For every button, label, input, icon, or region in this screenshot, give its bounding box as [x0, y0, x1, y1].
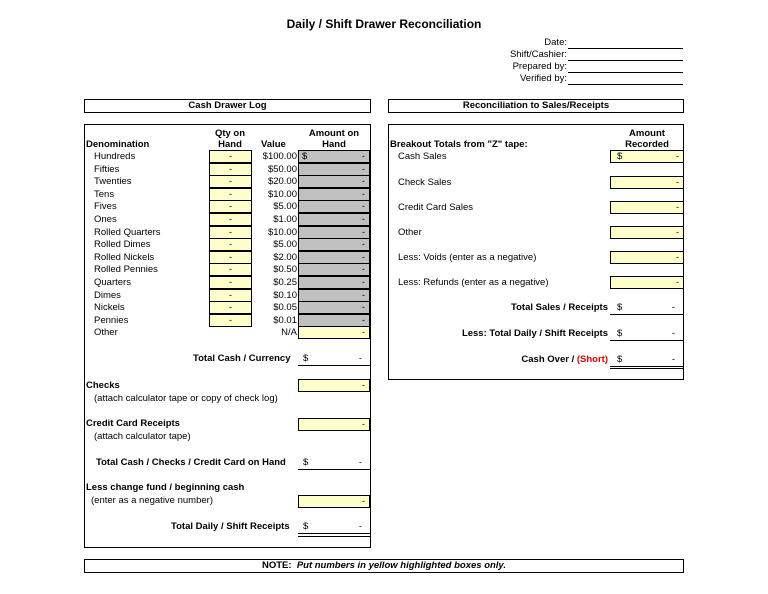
denomination-value: $50.00	[267, 164, 297, 175]
denomination-value: $100.00	[262, 151, 297, 162]
date-field[interactable]	[568, 48, 683, 49]
qty-input[interactable]: -	[209, 175, 252, 188]
denomination-label: Rolled Quarters	[94, 227, 161, 238]
amount-on-hand: -	[298, 213, 370, 226]
denomination-label: Ones	[94, 214, 117, 225]
amount-on-hand: -	[298, 263, 370, 276]
total-cash-underline	[298, 365, 370, 366]
col-amount-line2: Hand	[322, 139, 346, 150]
checks-note: (attach calculator tape or copy of check log)	[94, 393, 278, 404]
denomination-label: Dimes	[94, 290, 121, 301]
amount-on-hand: -	[298, 188, 370, 201]
recon-amount-input[interactable]: -	[610, 150, 684, 163]
total-receipts-label: Total Daily / Shift Receipts	[171, 521, 290, 532]
denomination-label: Rolled Dimes	[94, 239, 151, 250]
denomination-label: Rolled Pennies	[94, 264, 158, 275]
cc-receipts-input[interactable]: -	[298, 418, 370, 431]
amount-on-hand: -	[298, 289, 370, 302]
denomination-label: Pennies	[94, 315, 129, 326]
recon-row-label: Less: Refunds (enter as a negative)	[398, 277, 549, 288]
denomination-value: $0.01	[273, 315, 297, 326]
total-sales-underline	[610, 314, 684, 315]
total-sales-value: -	[671, 302, 675, 313]
prepared-by-field[interactable]	[568, 72, 683, 73]
less-fund-label: Less change fund / beginning cash	[86, 482, 245, 493]
cash-over-label: Cash Over /	[521, 354, 577, 365]
recon-amount-input[interactable]: -	[610, 176, 684, 189]
total-receipts-value: -	[358, 521, 362, 532]
amount-on-hand: -	[298, 301, 370, 314]
col-qty-line1: Qty on	[214, 128, 246, 139]
less-fund-input[interactable]: -	[298, 495, 370, 508]
col-denomination: Denomination	[86, 139, 150, 150]
verified-by-field[interactable]	[568, 84, 683, 85]
other-amount-input[interactable]: -	[298, 326, 370, 339]
less-total-label: Less: Total Daily / Shift Receipts	[461, 328, 608, 339]
recon-dollar-sign: $	[617, 151, 623, 162]
qty-input[interactable]: -	[209, 226, 252, 239]
cc-receipts-note: (attach calculator tape)	[94, 431, 191, 442]
cash-over-value: -	[671, 354, 675, 365]
total-cash-value: -	[358, 353, 362, 364]
shift-cashier-field[interactable]	[568, 60, 683, 61]
qty-input[interactable]: -	[209, 188, 252, 201]
col-amount-line1: Amount on	[308, 128, 360, 139]
cash-drawer-log-title: Cash Drawer Log	[84, 99, 371, 113]
recon-row-label: Credit Card Sales	[398, 202, 473, 213]
total-receipts-dollar: $	[303, 521, 309, 532]
recon-amount-input[interactable]: -	[610, 251, 684, 264]
note-text: Put numbers in yellow highlighted boxes only.	[296, 560, 507, 571]
total-receipts-double-underline	[298, 536, 370, 537]
denomination-value: $10.00	[267, 227, 297, 238]
denomination-value: $0.25	[273, 277, 297, 288]
denomination-label: Nickels	[94, 302, 125, 313]
amount-on-hand: -	[298, 276, 370, 289]
qty-input[interactable]: -	[209, 150, 252, 163]
recon-amount-input[interactable]: -	[610, 201, 684, 214]
note-prefix: NOTE:	[261, 560, 292, 571]
col-qty-line2: Hand	[218, 139, 242, 150]
cash-over-dollar: $	[617, 354, 623, 365]
amount-on-hand: -	[298, 163, 370, 176]
qty-input[interactable]: -	[209, 200, 252, 213]
denomination-value: $2.00	[273, 252, 297, 263]
recon-row-label: Other	[398, 227, 422, 238]
cash-over-underline	[610, 366, 684, 367]
denomination-label: Other	[94, 327, 118, 338]
checks-input[interactable]: -	[298, 379, 370, 392]
qty-input[interactable]: -	[209, 289, 252, 302]
less-total-underline	[610, 340, 684, 341]
recon-row-label: Check Sales	[398, 177, 452, 188]
qty-input[interactable]: -	[209, 163, 252, 176]
cash-over-short-label	[460, 354, 608, 365]
less-total-value: -	[671, 328, 675, 339]
recon-row-label: Less: Voids (enter as a negative)	[398, 252, 537, 263]
less-total-dollar: $	[617, 328, 623, 339]
denomination-label: Twenties	[94, 176, 132, 187]
denomination-value: $0.10	[273, 290, 297, 301]
denomination-value: $0.05	[273, 302, 297, 313]
total-cash-dollar: $	[303, 353, 309, 364]
denomination-value: $1.00	[273, 214, 297, 225]
recon-amount-input[interactable]: -	[610, 226, 684, 239]
cc-receipts-label: Credit Card Receipts	[86, 418, 180, 429]
denomination-value: $10.00	[267, 189, 297, 200]
col-amount-recorded-line2: Recorded	[625, 139, 669, 150]
page-title: Daily / Shift Drawer Reconciliation	[286, 17, 482, 31]
total-sales-label: Total Sales / Receipts	[511, 302, 608, 313]
denomination-value: $5.00	[273, 201, 297, 212]
total-ccc-label: Total Cash / Checks / Credit Card on Hand	[96, 457, 286, 468]
less-fund-note: (enter as a negative number)	[91, 495, 213, 506]
total-ccc-dollar: $	[303, 457, 309, 468]
checks-label: Checks	[86, 380, 120, 391]
qty-input[interactable]: -	[209, 251, 252, 264]
prepared-by-label: Prepared by:	[512, 61, 567, 72]
amount-on-hand: -	[298, 200, 370, 213]
qty-input[interactable]: -	[209, 301, 252, 314]
total-receipts-underline	[298, 533, 370, 534]
denomination-label: Tens	[94, 189, 115, 200]
shift-cashier-label: Shift/Cashier:	[509, 49, 567, 60]
recon-row-label: Cash Sales	[398, 151, 447, 162]
col-value: Value	[261, 139, 286, 150]
verified-by-label: Verified by:	[520, 73, 567, 84]
denomination-value: $20.00	[267, 176, 297, 187]
date-label: Date:	[544, 37, 567, 48]
qty-input[interactable]: -	[209, 238, 252, 251]
denomination-label: Quarters	[94, 277, 131, 288]
short-label: (Short)	[576, 354, 608, 365]
amount-dollar-sign: $	[302, 151, 308, 162]
reconciliation-title: Reconciliation to Sales/Receipts	[388, 99, 684, 113]
cash-over-double-underline	[610, 368, 684, 369]
denomination-label: Fifties	[94, 164, 120, 175]
qty-input[interactable]: -	[209, 314, 252, 327]
denomination-value: $5.00	[273, 239, 297, 250]
denomination-label: Fives	[94, 201, 117, 212]
qty-input[interactable]: -	[209, 276, 252, 289]
recon-amount-input[interactable]: -	[610, 276, 684, 289]
amount-on-hand: -	[298, 251, 370, 264]
qty-input[interactable]: -	[209, 213, 252, 226]
total-ccc-underline	[298, 469, 370, 470]
amount-on-hand: -	[298, 314, 370, 327]
amount-on-hand: -	[298, 238, 370, 251]
total-ccc-value: -	[358, 457, 362, 468]
amount-on-hand: -	[298, 175, 370, 188]
denomination-value: N/A	[281, 327, 297, 338]
amount-on-hand: -	[298, 226, 370, 239]
denomination-label: Rolled Nickels	[94, 252, 155, 263]
qty-input[interactable]: -	[209, 263, 252, 276]
total-cash-label: Total Cash / Currency	[193, 353, 291, 364]
breakout-label: Breakout Totals from "Z" tape:	[390, 139, 528, 150]
denomination-value: $0.50	[273, 264, 297, 275]
total-sales-dollar: $	[617, 302, 623, 313]
note-box	[84, 559, 684, 573]
amount-on-hand: -	[298, 150, 370, 163]
col-amount-recorded-line1: Amount	[629, 128, 665, 139]
denomination-label: Hundreds	[94, 151, 136, 162]
